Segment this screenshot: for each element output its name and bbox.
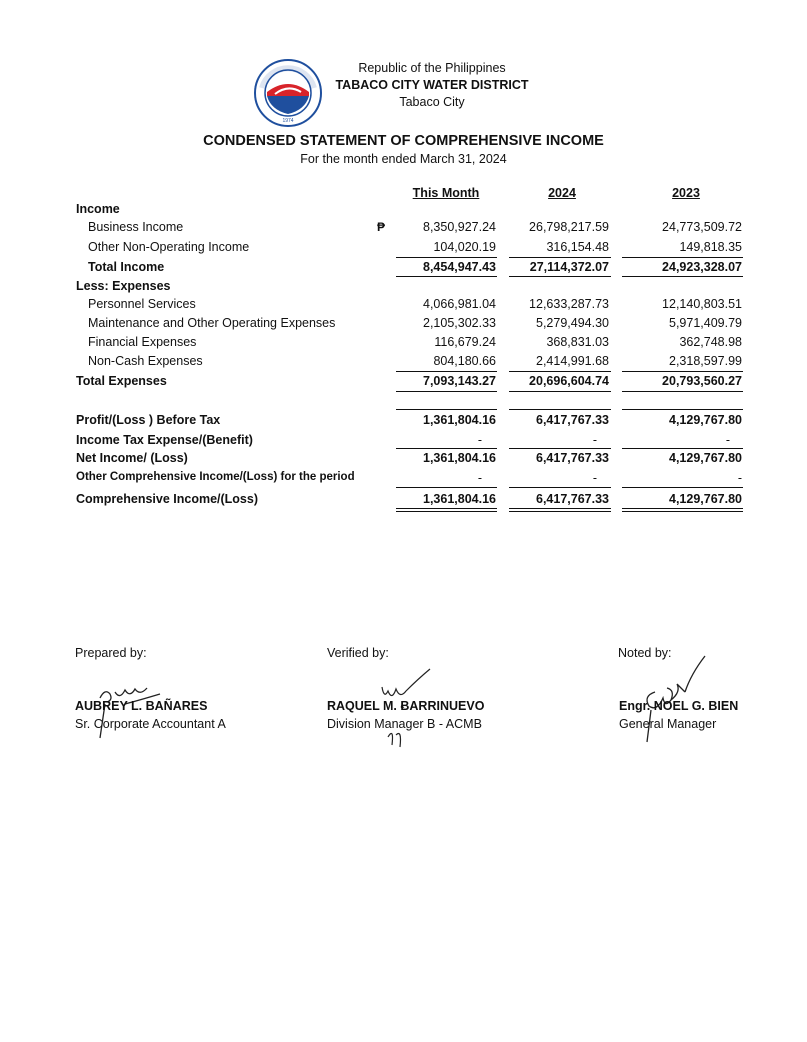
document-title: CONDENSED STATEMENT OF COMPREHENSIVE INCOME bbox=[203, 133, 604, 149]
cell-2023: 20,793,560.27 bbox=[662, 374, 742, 388]
column-header-this-month: This Month bbox=[412, 186, 480, 200]
cell-this-month: - bbox=[477, 433, 482, 447]
double-rule bbox=[509, 508, 611, 509]
cell-2023: 4,129,767.80 bbox=[669, 413, 742, 427]
total-rule bbox=[396, 276, 497, 277]
cell-this-month: 8,350,927.24 bbox=[423, 220, 496, 234]
cell-2024: 2,414,991.68 bbox=[536, 354, 609, 368]
double-rule bbox=[509, 511, 611, 512]
section-heading-less-expenses bbox=[0, 279, 807, 297]
signature-heading: Prepared by: bbox=[75, 646, 147, 660]
row-label: Income bbox=[76, 202, 120, 216]
cell-this-month: 1,361,804.16 bbox=[423, 413, 496, 427]
double-rule bbox=[396, 508, 497, 509]
cell-this-month: 4,066,981.04 bbox=[423, 297, 496, 311]
cell-this-month: 1,361,804.16 bbox=[423, 492, 496, 506]
signatory-title: Sr. Corporate Accountant A bbox=[75, 717, 226, 731]
table-row-mooe bbox=[0, 316, 807, 334]
cell-2024: 6,417,767.33 bbox=[536, 413, 609, 427]
cell-2023: 2,318,597.99 bbox=[669, 354, 742, 368]
row-label: Other Comprehensive Income/(Loss) for the period bbox=[76, 471, 355, 483]
signature-heading: Noted by: bbox=[618, 646, 672, 660]
cell-2023: 362,748.98 bbox=[679, 335, 742, 349]
section-heading-income bbox=[0, 202, 807, 220]
letterhead bbox=[0, 58, 807, 128]
logo-year: 1974 bbox=[282, 118, 294, 124]
total-rule bbox=[509, 391, 611, 392]
cell-2024: 20,696,604.74 bbox=[529, 374, 609, 388]
currency-symbol: ₱ bbox=[377, 220, 386, 234]
cell-2023: 5,971,409.79 bbox=[669, 316, 742, 330]
row-label: Income Tax Expense/(Benefit) bbox=[76, 433, 253, 447]
cell-2023: 24,773,509.72 bbox=[662, 220, 742, 234]
cell-this-month: 2,105,302.33 bbox=[423, 316, 496, 330]
row-label: Maintenance and Other Operating Expenses bbox=[88, 316, 336, 330]
column-header-2024: 2024 bbox=[548, 186, 576, 200]
row-label: Personnel Services bbox=[88, 297, 196, 311]
table-row-total-expenses bbox=[0, 374, 807, 392]
subtotal-rule bbox=[509, 448, 611, 449]
subtotal-rule bbox=[396, 257, 497, 258]
table-row-profit-before-tax bbox=[0, 413, 807, 431]
subtotal-rule bbox=[622, 371, 743, 372]
total-rule bbox=[622, 391, 743, 392]
cell-2023: 24,923,328.07 bbox=[662, 260, 742, 274]
subtotal-rule bbox=[622, 448, 743, 449]
double-rule bbox=[622, 511, 743, 512]
row-label: Non-Cash Expenses bbox=[88, 354, 203, 368]
cell-2024: 27,114,372.07 bbox=[529, 260, 609, 274]
subtotal-rule bbox=[509, 409, 611, 410]
subtotal-rule bbox=[509, 371, 611, 372]
row-label: Profit/(Loss ) Before Tax bbox=[76, 413, 221, 427]
subtotal-rule bbox=[622, 409, 743, 410]
double-rule bbox=[396, 511, 497, 512]
cell-this-month: - bbox=[477, 471, 482, 485]
water-district-logo bbox=[253, 58, 323, 128]
letterhead-org-name: TABACO CITY WATER DISTRICT bbox=[335, 78, 529, 92]
cell-2024: 6,417,767.33 bbox=[536, 492, 609, 506]
signature-heading: Verified by: bbox=[327, 646, 389, 660]
cell-this-month: 804,180.66 bbox=[433, 354, 496, 368]
subtotal-rule bbox=[396, 487, 497, 488]
row-label: Less: Expenses bbox=[76, 279, 171, 293]
cell-this-month: 7,093,143.27 bbox=[423, 374, 496, 388]
cell-this-month: 8,454,947.43 bbox=[423, 260, 496, 274]
letterhead-line-1: Republic of the Philippines bbox=[358, 61, 506, 75]
subtotal-rule bbox=[509, 487, 611, 488]
cell-2023: - bbox=[725, 433, 730, 447]
cell-2023: 12,140,803.51 bbox=[662, 297, 742, 311]
subtotal-rule bbox=[396, 448, 497, 449]
signatory-name: RAQUEL M. BARRINUEVO bbox=[327, 699, 485, 713]
signatory-title: Division Manager B - ACMB bbox=[327, 717, 482, 731]
cell-2024: 316,154.48 bbox=[546, 240, 609, 254]
cell-2024: - bbox=[592, 471, 597, 485]
subtotal-rule bbox=[396, 409, 497, 410]
total-rule bbox=[509, 276, 611, 277]
cell-2023: 4,129,767.80 bbox=[669, 492, 742, 506]
row-label: Other Non-Operating Income bbox=[88, 240, 250, 254]
row-label: Net Income/ (Loss) bbox=[76, 451, 188, 465]
total-rule bbox=[396, 391, 497, 392]
table-row-financial-expenses bbox=[0, 335, 807, 353]
cell-this-month: 116,679.24 bbox=[434, 335, 496, 349]
row-label: Financial Expenses bbox=[88, 335, 197, 349]
double-rule bbox=[622, 508, 743, 509]
subtotal-rule bbox=[396, 371, 497, 372]
document-subtitle: For the month ended March 31, 2024 bbox=[300, 152, 507, 166]
subtotal-rule bbox=[622, 487, 743, 488]
table-row-non-cash-expenses bbox=[0, 354, 807, 372]
signatory-title: General Manager bbox=[619, 717, 717, 731]
row-label: Total Expenses bbox=[76, 374, 167, 388]
letterhead-city: Tabaco City bbox=[399, 95, 465, 109]
cell-2024: 26,798,217.59 bbox=[529, 220, 609, 234]
table-row-other-non-operating-income bbox=[0, 240, 807, 258]
signatory-name: AUBREY L. BAÑARES bbox=[75, 699, 208, 713]
column-header-2023: 2023 bbox=[672, 186, 700, 200]
subtotal-rule bbox=[622, 257, 743, 258]
row-label: Comprehensive Income/(Loss) bbox=[76, 492, 258, 506]
cell-this-month: 1,361,804.16 bbox=[423, 451, 496, 465]
table-row-business-income bbox=[0, 220, 807, 238]
cell-2023: 149,818.35 bbox=[679, 240, 742, 254]
cell-2024: 5,279,494.30 bbox=[536, 316, 609, 330]
cell-2024: 12,633,287.73 bbox=[529, 297, 609, 311]
row-label: Total Income bbox=[88, 260, 165, 274]
subtotal-rule bbox=[509, 257, 611, 258]
cell-2024: 6,417,767.33 bbox=[536, 451, 609, 465]
cell-2024: 368,831.03 bbox=[546, 335, 609, 349]
total-rule bbox=[622, 276, 743, 277]
table-row-net-income bbox=[0, 451, 807, 469]
table-row-personnel-services bbox=[0, 297, 807, 315]
cell-2023: - bbox=[737, 471, 742, 485]
signatory-name: Engr. NOEL G. BIEN bbox=[619, 699, 739, 713]
row-label: Business Income bbox=[88, 220, 184, 234]
cell-2023: 4,129,767.80 bbox=[669, 451, 742, 465]
cell-2024: - bbox=[592, 433, 597, 447]
cell-this-month: 104,020.19 bbox=[433, 240, 496, 254]
